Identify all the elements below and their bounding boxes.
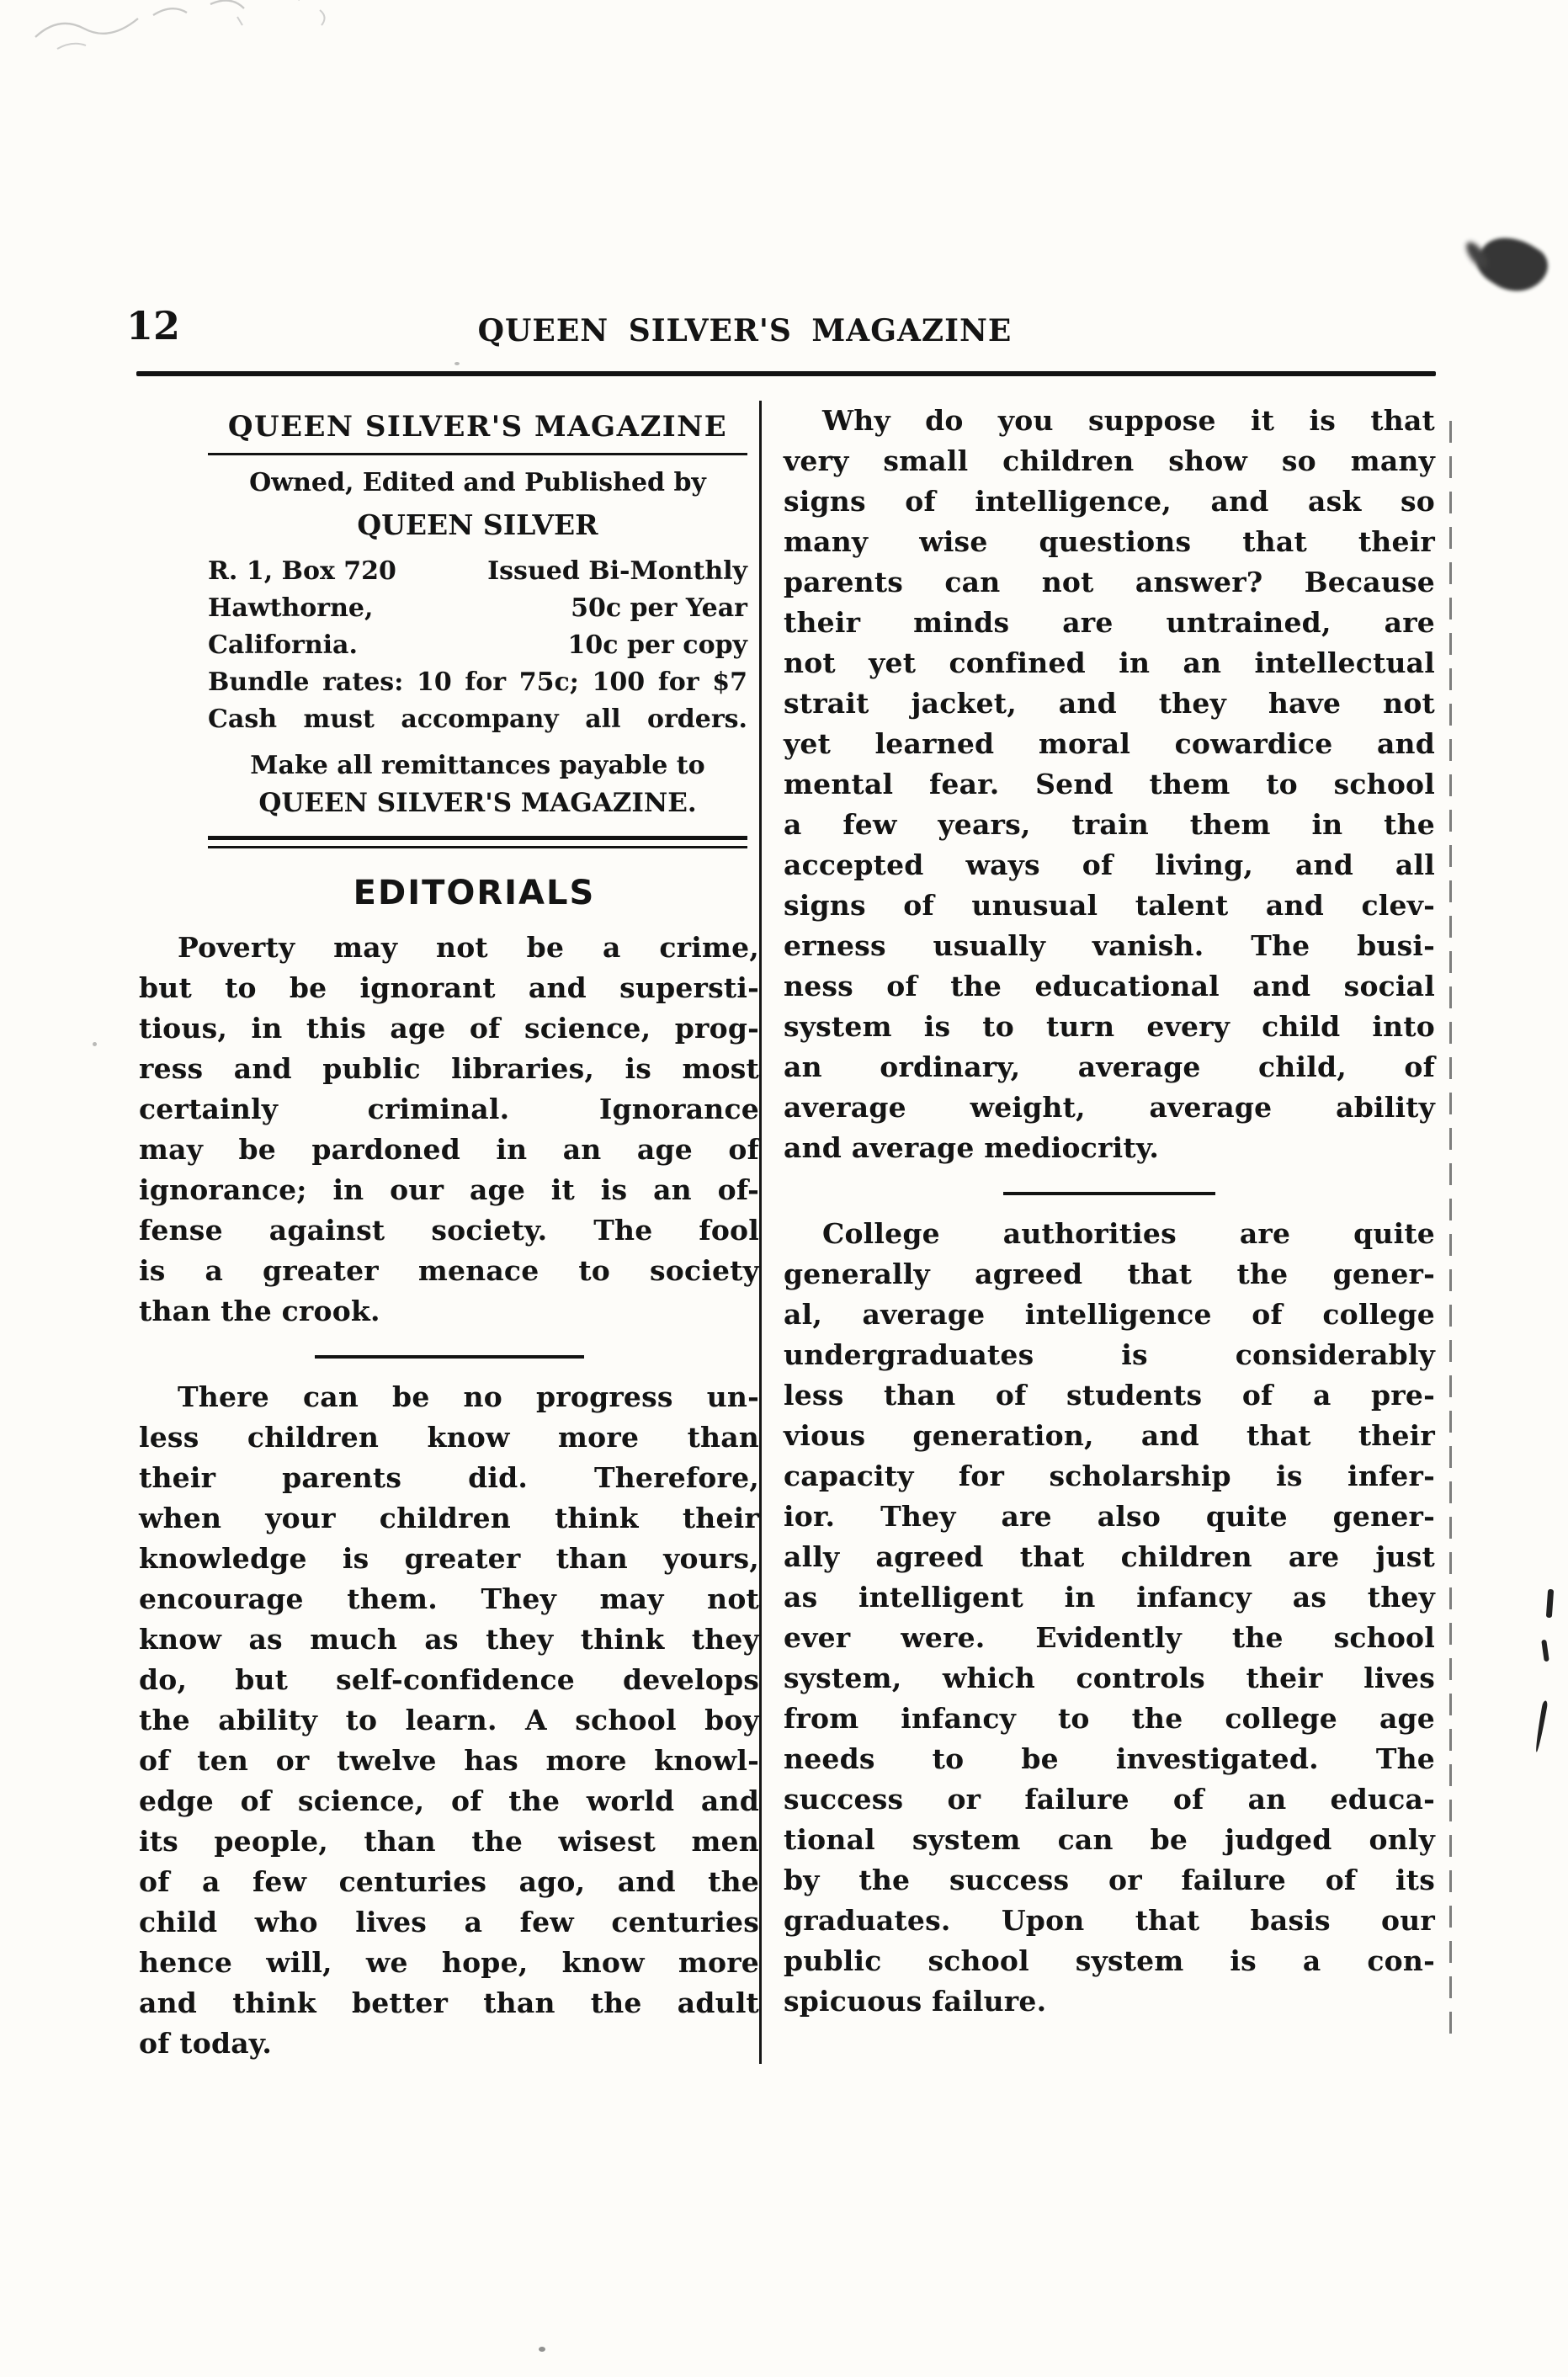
- masthead-publisher: QUEEN SILVER: [357, 508, 598, 541]
- left-column: [139, 397, 759, 2064]
- text-line: mental fear. Send them to school: [784, 768, 1435, 800]
- text-line: of today.: [139, 2027, 273, 2060]
- masthead-info-right: 50c per Year: [571, 593, 747, 623]
- text-line: system, which controls their lives: [784, 1662, 1435, 1694]
- text-line: very small children show so many: [784, 444, 1435, 477]
- text-line: yet learned moral cowardice and: [784, 727, 1435, 760]
- text-line: parents can not answer? Because: [784, 566, 1435, 598]
- text-line: average weight, average ability: [784, 1091, 1435, 1124]
- text-line: their parents did. Therefore,: [139, 1461, 759, 1494]
- text-line: their minds are untrained, are: [784, 606, 1435, 639]
- editorial-paragraph: [139, 928, 759, 1332]
- scan-speck: [93, 1042, 97, 1046]
- editorials-heading: EDITORIALS: [353, 874, 596, 912]
- editorial-paragraph: [784, 401, 1435, 1168]
- text-line: system is to turn every child into: [784, 1010, 1435, 1043]
- text-line: its people, than the wisest men: [139, 1825, 759, 1858]
- text-line: do, but self-confidence develops: [139, 1663, 759, 1696]
- double-rule-thin: [208, 846, 747, 848]
- text-line: ress and public libraries, is most: [139, 1052, 759, 1085]
- masthead-info-rows: [208, 553, 747, 664]
- editorial-paragraph: [139, 1377, 759, 2064]
- double-rule-thick: [208, 836, 747, 840]
- masthead-info-left: California.: [208, 630, 358, 660]
- text-line: less than of students of a pre-: [784, 1379, 1435, 1412]
- text-line: of a few centuries ago, and the: [139, 1865, 759, 1898]
- text-line: spicuous failure.: [784, 1985, 1047, 2018]
- text-line: may be pardoned in an age of: [139, 1133, 759, 1166]
- header-rule: [136, 371, 1436, 376]
- masthead-owned-line: Owned, Edited and Published by: [249, 468, 706, 497]
- masthead-cash-note: Cash must accompany all orders.: [208, 705, 747, 734]
- editorial-paragraph: [784, 1214, 1435, 2022]
- text-line: College authorities are quite: [822, 1217, 1435, 1250]
- text-line: not yet confined in an intellectual: [784, 646, 1435, 679]
- text-line: many wise questions that their: [784, 525, 1435, 558]
- masthead-payee: QUEEN SILVER'S MAGAZINE.: [258, 788, 697, 818]
- two-column-layout: [139, 397, 1435, 2064]
- left-column-text: [139, 928, 759, 2064]
- text-line: from infancy to the college age: [784, 1702, 1435, 1735]
- text-line: Poverty may not be a crime,: [178, 931, 759, 964]
- text-line: fense against society. The fool: [139, 1214, 759, 1247]
- text-line: generally agreed that the gener-: [784, 1258, 1435, 1290]
- text-line: when your children think their: [139, 1502, 759, 1534]
- text-line: vious generation, and that their: [784, 1419, 1435, 1452]
- text-line: accepted ways of living, and all: [784, 848, 1435, 881]
- text-line: undergraduates is considerably: [784, 1338, 1435, 1371]
- text-line: needs to be investigated. The: [784, 1742, 1435, 1775]
- masthead-double-rule: [208, 836, 747, 848]
- masthead-title: QUEEN SILVER'S MAGAZINE: [227, 410, 728, 444]
- masthead-info-right: Issued Bi-Monthly: [487, 556, 747, 586]
- margin-pen-mark: [1534, 1700, 1549, 1752]
- text-line: Why do you suppose it is that: [822, 404, 1435, 437]
- text-line: knowledge is greater than yours,: [139, 1542, 759, 1575]
- ink-smudge: [1470, 225, 1555, 305]
- text-line: the ability to learn. A school boy: [139, 1704, 759, 1736]
- text-line: edge of science, of the world and: [139, 1784, 759, 1817]
- paragraph-divider-rule: [315, 1355, 584, 1359]
- right-column-text: [784, 401, 1435, 2022]
- text-line: encourage them. They may not: [139, 1582, 759, 1615]
- text-line: strait jacket, and they have not: [784, 687, 1435, 720]
- text-line: as intelligent in infancy as they: [784, 1581, 1435, 1614]
- text-line: ior. They are also quite gener-: [784, 1500, 1435, 1533]
- text-line: hence will, we hope, know more: [139, 1946, 759, 1979]
- text-line: capacity for scholarship is infer-: [784, 1460, 1435, 1492]
- masthead-info-row: [208, 627, 747, 664]
- text-line: tional system can be judged only: [784, 1823, 1435, 1856]
- scan-speck: [539, 2347, 545, 2352]
- text-line: and think better than the adult: [139, 1986, 759, 2019]
- paragraph-divider-rule: [1003, 1192, 1215, 1195]
- text-line: than the crook.: [139, 1295, 380, 1327]
- text-line: public school system is a con-: [784, 1944, 1435, 1977]
- text-line: ever were. Evidently the school: [784, 1621, 1435, 1654]
- text-line: signs of intelligence, and ask so: [784, 485, 1435, 518]
- text-line: an ordinary, average child, of: [784, 1050, 1435, 1083]
- masthead-rule: [208, 453, 747, 455]
- text-line: erness usually vanish. The busi-: [784, 929, 1435, 962]
- masthead-info-left: Hawthorne,: [208, 593, 374, 623]
- text-line: ignorance; in our age it is an of-: [139, 1173, 759, 1206]
- scan-speck: [454, 362, 460, 365]
- text-line: ness of the educational and social: [784, 970, 1435, 1002]
- text-line: ally agreed that children are just: [784, 1540, 1435, 1573]
- masthead-info-row: [208, 553, 747, 590]
- masthead-box: [208, 397, 747, 848]
- pencil-scribble: [24, 0, 385, 59]
- masthead-info-left: R. 1, Box 720: [208, 556, 396, 586]
- margin-pen-mark: [1541, 1640, 1549, 1662]
- text-line: signs of unusual talent and clev-: [784, 889, 1435, 922]
- margin-pen-mark: [1546, 1589, 1554, 1618]
- masthead-info-row: [208, 590, 747, 627]
- running-title: QUEEN SILVER'S MAGAZINE: [477, 313, 1013, 348]
- masthead-bundle-rates: Bundle rates: 10 for 75c; 100 for $7: [208, 667, 747, 697]
- page-number: 12: [126, 303, 181, 348]
- masthead-info-right: 10c per copy: [567, 630, 747, 660]
- text-line: certainly criminal. Ignorance: [139, 1093, 759, 1125]
- masthead-remittance-line: Make all remittances payable to: [250, 751, 705, 780]
- page-edge-rule: [1449, 421, 1452, 2045]
- text-line: There can be no progress un-: [178, 1380, 759, 1413]
- text-line: is a greater menace to society: [139, 1254, 759, 1287]
- text-line: al, average intelligence of college: [784, 1298, 1435, 1331]
- text-line: success or failure of an educa-: [784, 1783, 1435, 1816]
- text-line: and average mediocrity.: [784, 1131, 1160, 1164]
- text-line: child who lives a few centuries: [139, 1906, 759, 1938]
- right-column: [762, 397, 1435, 2064]
- text-line: tious, in this age of science, prog-: [139, 1012, 759, 1045]
- text-line: a few years, train them in the: [784, 808, 1435, 841]
- text-line: less children know more than: [139, 1421, 759, 1454]
- text-line: but to be ignorant and supersti-: [139, 971, 759, 1004]
- text-line: by the success or failure of its: [784, 1864, 1435, 1896]
- text-line: know as much as they think they: [139, 1623, 759, 1656]
- text-line: of ten or twelve has more knowl-: [139, 1744, 759, 1777]
- text-line: graduates. Upon that basis our: [784, 1904, 1435, 1937]
